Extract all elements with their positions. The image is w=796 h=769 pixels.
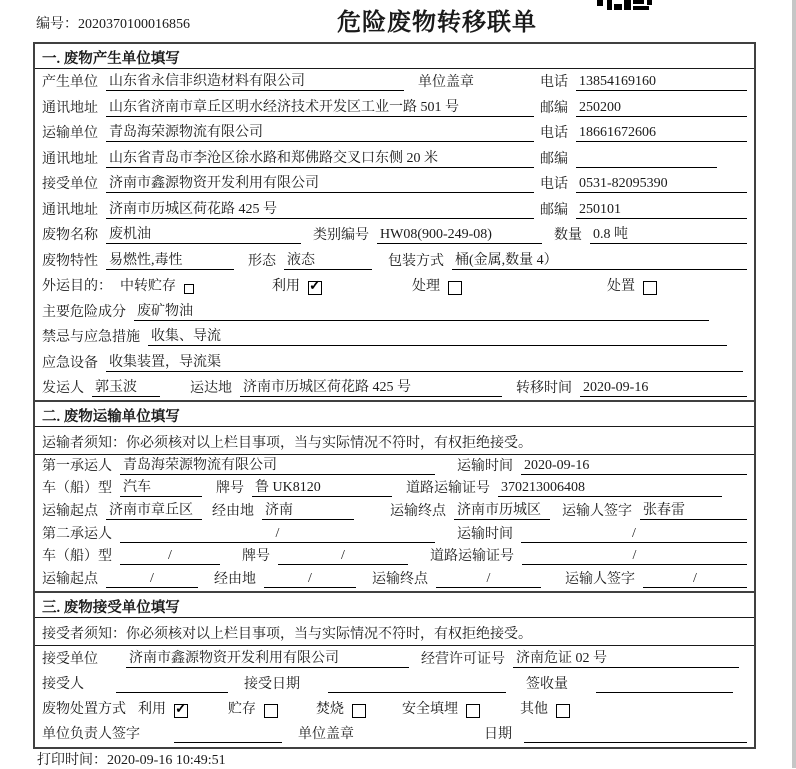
route-end-label: 运输终点 [372,572,428,588]
checkbox-unchecked-icon [556,704,570,718]
route1-sign-value: 张春雷 [640,499,747,520]
sender-label: 发运人 [42,381,84,397]
road-license-label: 道路运输证号 [430,549,514,565]
sender-value: 郭玉波 [92,376,160,397]
responsible-sign-label: 单位负责人签字 [42,727,140,742]
route-via-label: 经由地 [214,572,256,588]
disposal-opt-other-label: 其他 [520,702,548,717]
route-via-label: 经由地 [212,504,254,520]
waste-name-label: 废物名称 [42,228,98,244]
print-time-line [37,749,226,769]
disposal-opt-store-label: 贮存 [228,702,256,717]
plate-label: 牌号 [216,481,244,497]
phone-label: 电话 [540,126,568,142]
row-transporter-address [35,145,754,170]
serial-number-line [36,13,190,33]
serial-value: 2020370100016856 [78,17,190,32]
hazard-value: 废矿物油 [134,300,709,321]
vehicle1-license-value: 370213006408 [498,480,722,497]
plate-label: 牌号 [242,549,270,565]
date-label: 日期 [484,727,512,742]
route2-start-value: / [106,571,198,588]
section-transport [35,400,754,591]
disposal-opt-use-label: 利用 [138,702,166,717]
form-value: 液态 [284,249,372,270]
receive-unit-value: 济南市鑫源物资开发利用有限公司 [126,647,409,668]
pack-label: 包装方式 [388,253,444,269]
row-carrier2 [35,523,754,546]
row-purpose [35,273,754,298]
row-receiver-address [35,196,754,221]
transporter-zip-value [576,154,717,168]
route2-via-value: / [264,571,356,588]
section-producer [35,44,754,400]
purpose-opt-transfer-label: 中转贮存 [120,279,176,295]
waste-qty-value: 0.8 吨 [590,223,747,244]
transporter-value: 青岛海荣源物流有限公司 [106,121,534,142]
vehicle2-license-value: / [522,548,747,565]
dest-label: 运达地 [190,381,232,397]
route-start-label: 运输起点 [42,504,98,520]
taboo-label: 禁忌与应急措施 [42,330,140,346]
receive-notice: 接受者须知：你必须核对以上栏目事项，当与实际情况不符时，有权拒绝接受。 [35,618,754,646]
taboo-value: 收集、导流 [148,325,727,346]
seal-label: 单位盖章 [418,75,474,91]
zip-label: 邮编 [540,151,568,167]
row-producer-address [35,94,754,119]
form-label: 形态 [248,253,276,269]
producer-phone-value: 13854169160 [576,74,747,91]
purpose-opt-treat-label: 处理 [412,279,440,295]
row-dispatch [35,375,754,400]
accept-person-label: 接受人 [42,677,84,692]
checkbox-unchecked-icon [264,704,278,718]
receiver-address-value: 济南市历城区荷花路 425 号 [106,198,534,219]
date-value [524,729,747,743]
transport-time-label: 运输时间 [457,526,513,542]
disposal-opt-landfill-label: 安全填埋 [402,702,458,717]
row-disposal [35,696,754,721]
equipment-value: 收集装置，导流渠 [106,351,743,372]
route1-end-value: 济南市历城区 [454,499,550,520]
transporter-label: 运输单位 [42,126,98,142]
producer-label: 产生单位 [42,75,98,91]
pack-value: 桶(金属,数量 4） [452,249,747,270]
hazard-label: 主要危险成分 [42,304,126,320]
accept-amount-value [596,679,733,693]
disposal-opt-burn-label: 焚烧 [316,702,344,717]
traits-label: 废物特性 [42,253,98,269]
carrier2-value: / [120,526,435,543]
carrier1-label: 第一承运人 [42,458,112,474]
carrier1-value: 青岛海荣源物流有限公司 [120,454,435,475]
phone-label: 电话 [540,75,568,91]
vehicle2-type-value: / [120,548,220,565]
equipment-label: 应急设备 [42,355,98,371]
address-label: 通讯地址 [42,151,98,167]
row-waste-traits [35,247,754,272]
unit-seal-label: 单位盖章 [298,727,354,742]
producer-address-value: 山东省济南市章丘区明水经济技术开发区工业一路 501 号 [106,96,534,117]
page-title: 危险废物转移联单 [337,10,537,36]
waste-code-value: HW08(900-249-08) [377,227,542,244]
print-time-value: 2020-09-16 10:49:51 [107,753,226,768]
dest-value: 济南市历城区荷花路 425 号 [240,376,502,397]
vehicle1-plate-value: 鲁 UK8120 [252,476,392,497]
route2-sign-value: / [643,571,747,588]
row-producer [35,69,754,94]
carrier2-label: 第二承运人 [42,526,112,542]
row-receive-unit [35,646,754,671]
row-vehicle2 [35,546,754,569]
transfer-time-label: 转移时间 [516,381,572,397]
checkbox-unchecked-icon [448,281,462,295]
checkbox-unchecked-icon [466,704,480,718]
purpose-label: 外运目的： [42,279,112,295]
purpose-opt-dispose-label: 处置 [607,279,635,295]
row-transporter [35,120,754,145]
row-accept [35,671,754,696]
checkbox-unchecked-icon [643,281,657,295]
section-transport-header: 二. 废物运输单位填写 [35,402,754,427]
receiver-zip-value: 250101 [576,202,747,219]
waste-qty-label: 数量 [554,228,582,244]
row-receiver [35,171,754,196]
receiver-phone-value: 0531-82095390 [576,176,747,193]
receiver-value: 济南市鑫源物资开发利用有限公司 [106,172,534,193]
carrier-sign-label: 运输人签字 [565,572,635,588]
transporter-address-value: 山东省青岛市李沧区徐水路和郑佛路交叉口东侧 20 米 [106,147,534,168]
row-route1 [35,500,754,523]
vehicle-type-label: 车（船）型 [42,481,112,497]
row-carrier1 [35,455,754,478]
zip-label: 邮编 [540,100,568,116]
right-edge-strip [792,0,796,768]
transfer-time-value: 2020-09-16 [580,380,747,397]
transport-time-label: 运输时间 [457,458,513,474]
vehicle1-type-value: 汽车 [120,476,202,497]
producer-zip-value: 250200 [576,100,747,117]
section-producer-header: 一. 废物产生单位填写 [35,44,754,69]
row-waste-name [35,222,754,247]
manifest-form-table [33,42,756,749]
accept-date-value [328,679,506,693]
vehicle-type-label: 车（船）型 [42,549,112,565]
address-label: 通讯地址 [42,100,98,116]
receiver-label: 接受单位 [42,177,98,193]
checkbox-checked-icon [308,281,322,295]
zip-label: 邮编 [540,202,568,218]
row-hazard [35,298,754,323]
route1-start-value: 济南市章丘区 [106,499,202,520]
carrier2-time-value: / [521,526,747,543]
transporter-phone-value: 18661672606 [576,125,747,142]
phone-label: 电话 [540,177,568,193]
disposal-label: 废物处置方式 [42,702,126,717]
row-equipment [35,349,754,374]
accept-amount-label: 签收量 [526,677,568,692]
route-end-label: 运输终点 [390,504,446,520]
accept-date-label: 接受日期 [244,677,300,692]
row-route2 [35,568,754,591]
checkbox-unchecked-icon [352,704,366,718]
address-label: 通讯地址 [42,202,98,218]
license-label: 经营许可证号 [421,652,505,667]
checkbox-unchecked-icon [184,284,194,294]
license-value: 济南危证 02 号 [513,647,739,668]
road-license-label: 道路运输证号 [406,481,490,497]
section-receive-header: 三. 废物接受单位填写 [35,593,754,618]
route2-end-value: / [436,571,541,588]
transport-notice: 运输者须知：你必须核对以上栏目事项，当与实际情况不符时，有权拒绝接受。 [35,427,754,455]
carrier1-time-value: 2020-09-16 [521,458,747,475]
serial-label: 编号： [36,17,78,32]
purpose-opt-use-label: 利用 [272,279,300,295]
route1-via-value: 济南 [262,499,354,520]
row-vehicle1 [35,478,754,501]
traits-value: 易燃性,毒性 [106,249,234,270]
responsible-sign-value [174,729,282,743]
producer-value: 山东省永信非织造材料有限公司 [106,70,404,91]
checkbox-checked-icon [174,704,188,718]
waste-code-label: 类别编号 [313,228,369,244]
row-responsible-sign [35,721,754,746]
waste-name-value: 废机油 [106,223,301,244]
qr-code-fragment-icon [597,0,653,16]
receive-unit-label: 接受单位 [42,652,98,667]
section-receive [35,591,754,746]
accept-person-value [116,679,228,693]
print-time-label: 打印时间： [37,753,107,768]
carrier-sign-label: 运输人签字 [562,504,632,520]
row-taboo [35,324,754,349]
vehicle2-plate-value: / [278,548,408,565]
route-start-label: 运输起点 [42,572,98,588]
